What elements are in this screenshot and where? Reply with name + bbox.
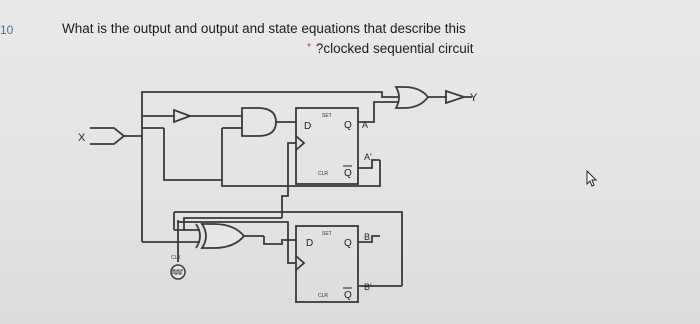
ffb-clr-label: CLR <box>318 293 329 299</box>
ffa-out-abar-label: A' <box>364 152 372 162</box>
ffa-clr-label: CLR <box>318 171 329 177</box>
and-input-buffer <box>174 110 190 122</box>
xor-gate <box>202 224 244 248</box>
mouse-cursor-icon <box>585 170 599 188</box>
input-x-label: X <box>78 132 86 144</box>
and-gate-a <box>242 108 276 136</box>
question-text-line2-content: ?clocked sequential circuit <box>315 41 474 56</box>
wire-left-loop <box>164 128 222 180</box>
flipflop-b-clock <box>296 256 304 270</box>
clock-label: CLK <box>171 255 181 261</box>
question-text-line1: What is the output and output and state equations that describe this <box>62 21 466 36</box>
ffb-set-label: SET <box>322 231 332 237</box>
wire-clk-to-a <box>282 143 296 218</box>
ffa-d-label: D <box>304 121 312 132</box>
ffb-d-label: D <box>306 238 314 249</box>
ffb-out-b-label: B <box>364 232 371 242</box>
ffb-qbar-label: Q <box>344 290 352 301</box>
output-or-gate <box>396 87 428 108</box>
ffb-out-bbar-label: B' <box>364 282 372 292</box>
wire-a-to-or <box>358 102 398 122</box>
ffb-q-label: Q <box>344 238 352 249</box>
ffa-out-a-label: A <box>362 120 369 130</box>
output-buffer <box>446 91 464 103</box>
output-y-label: Y <box>470 92 478 104</box>
ffa-q-label: Q <box>344 120 352 131</box>
required-star: * <box>307 42 311 53</box>
wire-xor-to-db <box>264 236 296 244</box>
ffa-set-label: SET <box>322 113 332 119</box>
input-x-port <box>90 128 124 144</box>
page-number: 10 <box>0 23 14 37</box>
flipflop-a-clock <box>296 136 304 150</box>
ffa-qbar-label: Q <box>344 168 352 179</box>
xor-gate-back-curve <box>196 224 200 248</box>
